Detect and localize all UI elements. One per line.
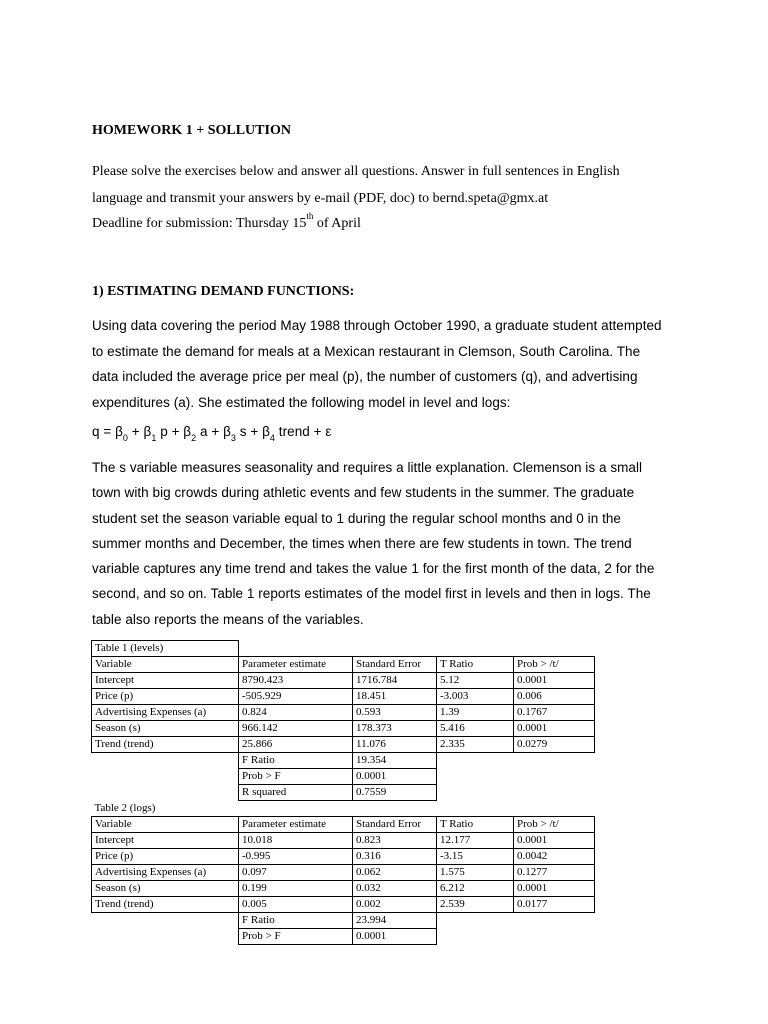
column-header: Prob > /t/ <box>514 657 595 673</box>
deadline-superscript: th <box>306 211 314 222</box>
table-cell: 12.177 <box>437 833 514 849</box>
table-row <box>92 849 595 865</box>
stat-label: Prob > F <box>239 929 353 945</box>
deadline-prefix: Deadline for submission: Thursday 15 <box>92 216 307 231</box>
paragraph-line: expenditures (a). She estimated the following model in level and logs: <box>92 394 511 410</box>
column-header: Parameter estimate <box>239 657 353 673</box>
paragraph-1 <box>92 313 662 415</box>
table-header-row <box>92 817 595 833</box>
paragraph-line: second, and so on. Table 1 reports estimates of the model first in levels and then in logs. The <box>92 586 651 602</box>
table-cell: 0.823 <box>353 833 437 849</box>
table-cell: 0.062 <box>353 865 437 881</box>
table-cell: 0.0001 <box>514 721 595 737</box>
table-cell: Trend (trend) <box>92 737 239 753</box>
table-cell: 0.1767 <box>514 705 595 721</box>
table-cell: 1.39 <box>437 705 514 721</box>
paragraph-line: data included the average price per meal (p), the number of customers (q), and advertising <box>92 369 638 384</box>
stat-value: 0.7559 <box>353 785 437 801</box>
stats-row <box>92 913 595 929</box>
table-cell: -505.929 <box>239 689 353 705</box>
equation-part: s + β <box>235 424 270 439</box>
table-cell: Intercept <box>92 673 239 689</box>
table-cell: 8790.423 <box>239 673 353 689</box>
table-cell: 0.0042 <box>514 849 595 865</box>
table-row <box>92 705 595 721</box>
table-cell: 0.1277 <box>514 865 595 881</box>
stat-value: 0.0001 <box>353 929 437 945</box>
equation-part: + β <box>127 424 152 439</box>
table-cell: 18.451 <box>353 689 437 705</box>
equation-part: q = β <box>92 424 123 439</box>
page-title: HOMEWORK 1 + SOLLUTION <box>92 123 291 138</box>
table-cell: 0.0001 <box>514 833 595 849</box>
table-title: Table 1 (levels) <box>92 641 239 657</box>
table-cell: 0.0177 <box>514 897 595 913</box>
table-cell: 0.0001 <box>514 881 595 897</box>
table-cell: 0.032 <box>353 881 437 897</box>
table-row <box>92 865 595 881</box>
table-title-row <box>92 641 595 657</box>
stats-row <box>92 929 595 945</box>
table-row <box>92 833 595 849</box>
table-cell: Price (p) <box>92 689 239 705</box>
table-cell: 5.12 <box>437 673 514 689</box>
table-cell: -3.15 <box>437 849 514 865</box>
table-row <box>92 897 595 913</box>
column-header: Standard Error <box>353 817 437 833</box>
model-equation <box>92 424 332 443</box>
paragraph-line: student set the season variable equal to 1 during the regular school months and 0 in the <box>92 510 621 526</box>
equation-part: p + β <box>156 424 192 439</box>
table-cell: 0.002 <box>353 897 437 913</box>
table-cell: 0.005 <box>239 897 353 913</box>
paragraph-line: Using data covering the period May 1988 through October 1990, a graduate student attempted <box>92 318 662 333</box>
table-cell: 0.0001 <box>514 673 595 689</box>
table-logs <box>91 801 595 945</box>
column-header: T Ratio <box>437 657 514 673</box>
table-cell: Trend (trend) <box>92 897 239 913</box>
table-cell: 1716.784 <box>353 673 437 689</box>
equation-subscript: 1 <box>151 432 157 443</box>
column-header: T Ratio <box>437 817 514 833</box>
table-cell: Advertising Expenses (a) <box>92 865 239 881</box>
stat-label: F Ratio <box>239 753 353 769</box>
table-cell: Advertising Expenses (a) <box>92 705 239 721</box>
table-row <box>92 737 595 753</box>
table-cell: 6.212 <box>437 881 514 897</box>
table-header-row <box>92 657 595 673</box>
deadline-line <box>92 211 361 232</box>
deadline-suffix: of April <box>313 216 361 231</box>
stat-value: 23.994 <box>353 913 437 929</box>
table-cell: Season (s) <box>92 881 239 897</box>
table-cell: 0.097 <box>239 865 353 881</box>
column-header: Variable <box>92 657 239 673</box>
equation-subscript: 3 <box>230 432 236 443</box>
table-cell: 2.539 <box>437 897 514 913</box>
column-header: Parameter estimate <box>239 817 353 833</box>
stats-row <box>92 785 595 801</box>
equation-subscript: 0 <box>122 432 128 443</box>
table-cell: Season (s) <box>92 721 239 737</box>
table-title-row <box>92 801 595 817</box>
table-cell: 2.335 <box>437 737 514 753</box>
table-cell: 0.199 <box>239 881 353 897</box>
table-cell: 0.593 <box>353 705 437 721</box>
table-cell: 966.142 <box>239 721 353 737</box>
table-cell: 5.416 <box>437 721 514 737</box>
intro-line-1: Please solve the exercises below and answer all questions. Answer in full sentences in English <box>92 164 620 179</box>
equation-subscript: 2 <box>191 432 197 443</box>
table-cell: 25.866 <box>239 737 353 753</box>
table-cell: 10.018 <box>239 833 353 849</box>
column-header: Variable <box>92 817 239 833</box>
table-row <box>92 673 595 689</box>
table-cell: Price (p) <box>92 849 239 865</box>
table-row <box>92 881 595 897</box>
table-cell: 0.0279 <box>514 737 595 753</box>
stat-label: R squared <box>239 785 353 801</box>
paragraph-line: town with big crowds during athletic events and few students in the summer. The graduate <box>92 485 635 501</box>
intro-line-2: language and transmit your answers by e-mail (PDF, doc) to bernd.speta@gmx.at <box>92 191 549 206</box>
table-row <box>92 721 595 737</box>
column-header: Prob > /t/ <box>514 817 595 833</box>
paragraph-2 <box>92 455 654 632</box>
table-cell: 0.006 <box>514 689 595 705</box>
table-row <box>92 689 595 705</box>
stat-value: 19.354 <box>353 753 437 769</box>
table-cell: -0.995 <box>239 849 353 865</box>
section-heading: 1) ESTIMATING DEMAND FUNCTIONS: <box>92 284 355 299</box>
column-header: Standard Error <box>353 657 437 673</box>
stat-label: Prob > F <box>239 769 353 785</box>
table-cell: -3.003 <box>437 689 514 705</box>
table-cell: 178.373 <box>353 721 437 737</box>
table-cell: 1.575 <box>437 865 514 881</box>
stats-row <box>92 769 595 785</box>
equation-part: trend + ε <box>274 424 332 439</box>
equation-subscript: 4 <box>269 432 275 443</box>
table-cell: 0.316 <box>353 849 437 865</box>
table-levels <box>91 640 595 801</box>
paragraph-line: The s variable measures seasonality and requires a little explanation. Clemenson is a small <box>92 460 643 475</box>
paragraph-line: table also reports the means of the variables. <box>92 611 364 627</box>
table-title: Table 2 (logs) <box>94 802 156 814</box>
stat-value: 0.0001 <box>353 769 437 785</box>
table-cell: 11.076 <box>353 737 437 753</box>
table-cell: 0.824 <box>239 705 353 721</box>
stats-row <box>92 753 595 769</box>
equation-part: a + β <box>196 424 231 439</box>
intro-paragraph <box>92 158 620 212</box>
table-cell: Intercept <box>92 833 239 849</box>
paragraph-line: variable captures any time trend and takes the value 1 for the first month of the data, 2 for the <box>92 561 655 577</box>
paragraph-line: to estimate the demand for meals at a Mexican restaurant in Clemson, South Carolina. The <box>92 343 641 359</box>
stat-label: F Ratio <box>239 913 353 929</box>
paragraph-line: summer months and December, the times when there are few students in town. The trend <box>92 535 632 551</box>
